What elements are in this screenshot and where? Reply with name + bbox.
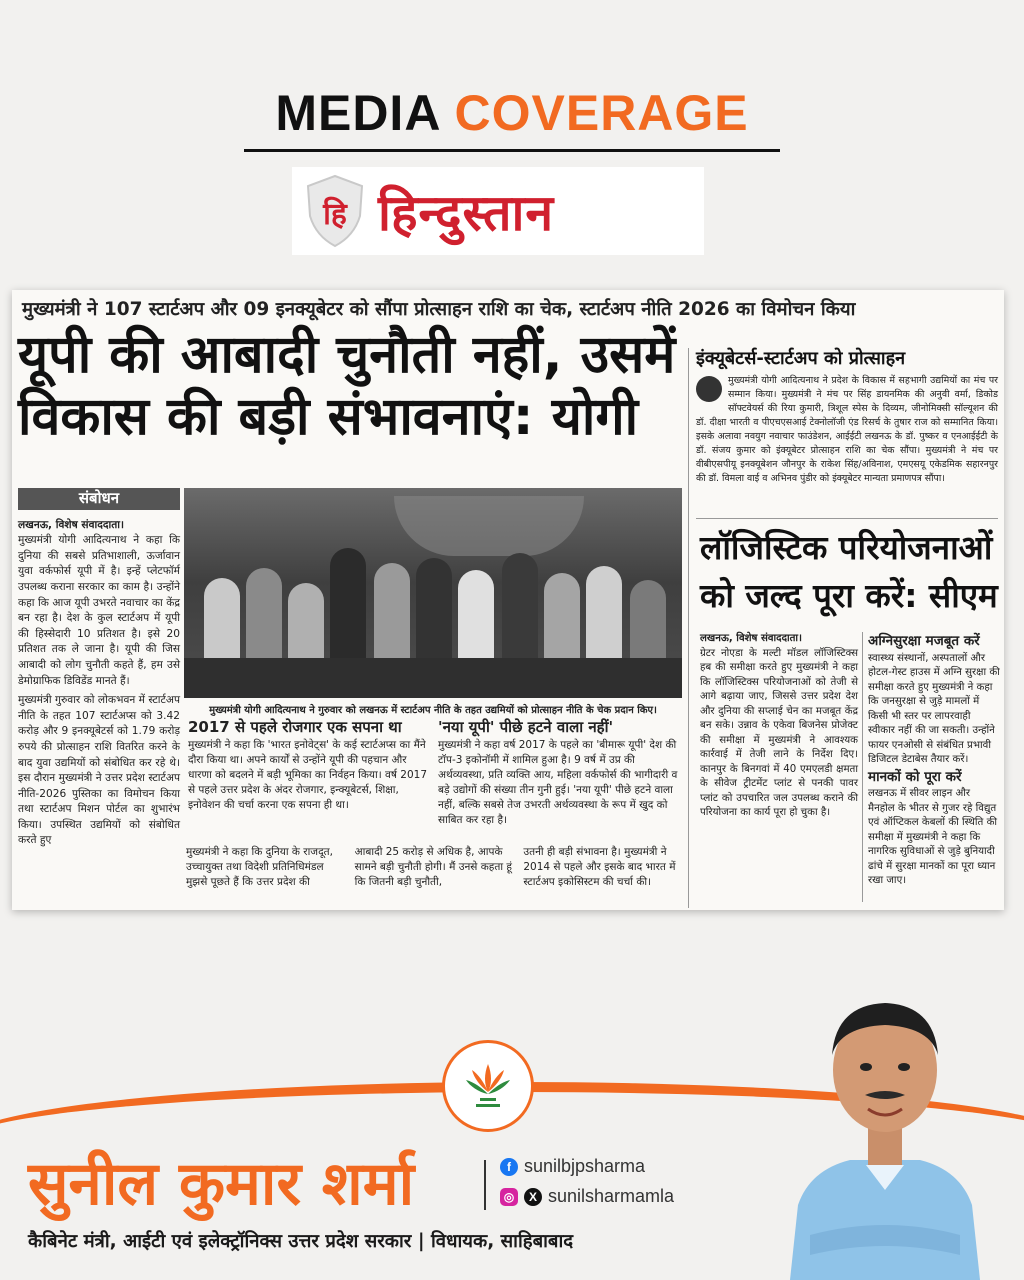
column-divider [862,632,863,902]
right-story-1-head: इंक्यूबेटर्स-स्टार्टअप को प्रोत्साहन [696,348,906,369]
x-icon: X [524,1188,542,1206]
article-kicker: मुख्यमंत्री ने 107 स्टार्टअप और 09 इनक्यूबेटर को सौंपा प्रोत्साहन राशि का चेक, स्टार्टअप नीति 2026 का विमोचन किया [22,299,856,320]
subsection-a-head: 2017 से पहले रोजगार एक सपना था [188,718,402,736]
section-tag: संबोधन [18,488,180,510]
lotus-icon [442,1040,534,1132]
instagram-icon: ◎ [500,1188,518,1206]
subsection-b-head: 'नया यूपी' पीछे हटने वाला नहीं' [438,718,614,736]
newspaper-logo [292,167,704,255]
event-photo [184,488,682,698]
title-word-coverage: COVERAGE [454,85,749,141]
standards-head: मानकों को पूरा करें [868,768,962,785]
instagram-x-label: sunilsharmamla [548,1186,675,1206]
right-story-2-byline: लखनऊ, विशेष संवाददाता। [700,633,802,644]
column-divider [688,348,689,908]
story-divider [696,518,998,519]
shield-icon [304,174,366,248]
bottom-columns [186,845,682,890]
facebook-icon: f [500,1158,518,1176]
portrait-photo [770,975,1000,1280]
gear-icon [696,376,722,402]
logo-letter: हि [323,197,347,232]
right-story-2-text: ग्रेटर नोएडा के मल्टी मॉडल लॉजिस्टिक्स हब की समीक्षा करते हुए मुख्यमंत्री ने कहा कि लॉजिस्टिक्स परियोजनाओं को तेजी से आगे बढ़ाया जाए, जिससे उत्तर प्रदेश देश और दुनिया की सप्लाई चेन का मजबूत केंद्र बन सके। उन्नाव के एकेवा बिजनेस प्रोजेक्ट की समीक्षा में मुख्यमंत्री ने आवश्यक कार्रवाई में तेजी लाने के निर्देश दिए। कानपुर के बिनगवां में 40 एमएलडी क्षमता के सीवेज ट्रीटमेंट प्लांट से पनकी पावर प्लांट को उपचारित जल उपलब्ध कराने की परियोजना का कार्य पूरा हो चुका है। [700,647,858,818]
right-story-2-side [868,632,1000,889]
right-story-1 [696,346,998,486]
right-story-2-head: लॉजिस्टिक परियोजनाओं को जल्द पूरा करें: सीएम [700,528,998,615]
right-story-2-body [700,632,858,821]
name-divider [484,1160,486,1210]
desk [184,658,682,698]
newspaper-name: हिन्दुस्तान [378,184,555,242]
right-story-1-body: मुख्यमंत्री योगी आदित्यनाथ ने प्रदेश के विकास में सहभागी उद्यमियों का मंच पर सम्मान किया। मुख्यमंत्री ने मंच पर सिंह डायनमिक की अनुवी वर्मा, डिकोड सॉफ्टवेयर्स की रिया कुमारी, त्रिशूल स्पेस के दिव्यम, जीनोमिक्सी सॉल्यूशन की डॉ. दीक्षा भारती व पीएचएसआई टेक्नोलॉजी एंड रिसर्च के तुषार राज को सम्मानित किया। इसके अलावा नवयुग नवाचार फाउंडेशन, आईईटी लखनऊ के डॉ. पुष्कर व एनआईईटी के डॉ. संजय कुमार को इंक्यूबेटर प्रोत्साहन राशि का चेक सौंपा। मुख्यमंत्री ने मंच पर वीबीएसपीयू इनक्यूबेशन जौनपुर के राकेश सिंह/अविनाश, एमएसयू एकेडमिक सहारनपुर की डॉ. विमला वाई व अभिनव पुंडीर को इंक्यूबेटर मान्यता प्रमाणपत्र सौंपा। [696,375,998,484]
instagram-x-handle[interactable] [500,1186,674,1207]
fire-safety-body: स्वास्थ्य संस्थानों, अस्पतालों और होटल-गेस्ट हाउस में अग्नि सुरक्षा की समीक्षा करते हुए मुख्यमंत्री ने कहा कि जनसुरक्षा से जुड़े मामलों में किसी भी स्तर पर लापरवाही स्वीकार नहीं की जा सकती। उन्होंने फायर एनओसी से संबंधित प्रभावी डिजिटल डेटाबेस तैयार करें। [868,652,1000,765]
bottom-column-1: मुख्यमंत्री ने कहा कि दुनिया के राजदूत, उच्चायुक्त तथा विदेशी प्रतिनिधिमंडल मुझसे पूछते हैं कि उत्तर प्रदेश की [186,846,334,888]
bottom-column-3: उतनी ही बड़ी संभावना है। मुख्यमंत्री ने 2014 से पहले और इसके बाद भारत में स्टार्टअप इकोसिस्टम की चर्चा की। [523,846,676,888]
subsection-a [188,720,428,813]
politician-name: सुनील कुमार शर्मा [28,1149,415,1219]
subsection-a-body: मुख्यमंत्री ने कहा कि 'भारत इनोवेट्स' के कई स्टार्टअप्स का मैंने दौरा किया था। अपने कार्यों से उन्होंने यूपी की पहचान और धारणा को बदलने में बड़ी भूमिका का निर्वहन किया। वर्ष 2017 से पहले उत्तर प्रदेश के अंदर रोजगार, इन्क्यूबेटर्स, शिक्षा, इनोवेशन की चर्चा करना एक सपना ही था। [188,739,428,811]
emblem-shape [394,496,584,556]
designation-tagline: कैबिनेट मंत्री, आईटी एवं इलेक्ट्रॉनिक्स उत्तर प्रदेश सरकार | विधायक, साहिबाबाद [28,1231,574,1252]
left-body-2: मुख्यमंत्री गुरुवार को लोकभवन में स्टार्टअप नीति के तहत 107 स्टार्टअप्स को 3.42 करोड़ और 9 इनक्यूबेटर्स को 1.79 करोड़ रुपये की प्रोत्साहन राशि वितरित करने के बाद युवा उद्यमियों को संबोधित कर रहे थे। इस दौरान मुख्यमंत्री ने उत्तर प्रदेश स्टार्टअप नीति-2026 पुस्तिका का विमोचन किया तथा स्टार्टअप मिशन पोर्टल का शुभारंभ किया। उपस्थित उद्यमियों को संबोधित करते हुए [18,694,180,847]
fire-safety-head: अग्निसुरक्षा मजबूत करें [868,633,980,649]
subsection-b [438,720,682,828]
title-underline [244,149,780,152]
byline: लखनऊ, विशेष संवाददाता। [18,518,124,531]
subsection-b-body: मुख्यमंत्री ने कहा वर्ष 2017 के पहले का 'बीमारू यूपी' देश की टॉप-3 इकोनॉमी में शामिल हुआ है। 9 वर्ष में उप्र की अर्थव्यवस्था, प्रति व्यक्ति आय, महिला वर्कफोर्स की भागीदारी व बड़े उद्योगों की संख्या तीन गुनी हुई। 'नया यूपी' पीछे हटने वाला नहीं, बल्कि सबसे तेज उभरती अर्थव्यवस्था के रूप में खुद को साबित कर रहा है। [438,739,678,826]
photo-caption: मुख्यमंत्री योगी आदित्यनाथ ने गुरुवार को लखनऊ में स्टार्टअप नीति के तहत उद्यमियों को प्रोत्साहन नीति के चेक प्रदान किए। [209,705,657,716]
article-headline: यूपी की आबादी चुनौती नहीं, उसमें विकास की बड़ी संभावनाएं: योगी [18,325,676,447]
standards-body: लखनऊ में सीवर लाइन और मैनहोल के भीतर से गुजर रहे विद्युत एवं ऑप्टिकल केबलों की स्थिति की समीक्षा में मुख्यमंत्री ने कहा कि नागरिक सुविधाओं से जुड़े बुनियादी ढांचे में सुरक्षा मानकों का पूरा ध्यान रखा जाए। [868,788,998,886]
facebook-label: sunilbjpsharma [524,1156,646,1176]
facebook-handle[interactable] [500,1156,645,1177]
left-body: मुख्यमंत्री योगी आदित्यनाथ ने कहा कि दुनिया की सबसे प्रतिभाशाली, ऊर्जावान युवा वर्कफोर्स यूपी में है। इन्हें प्लेटफॉर्म उपलब्ध कराना सरकार का काम है। उन्होंने कहा कि आज यूपी उभरते नवाचार का केंद्र बन रहा है। देश के कुल स्टार्टअप में यूपी की हिस्सेदारी 10 प्रतिशत है। इसे 20 प्रतिशत तक ले जाना है। यूपी की जिस आबादी को लोग चुनौती कहते हैं, हम उसे डेमोग्राफिक डिविडेंड मानते हैं। [18,534,180,687]
media-coverage-title [0,84,1024,142]
newspaper-clipping [12,290,1004,910]
left-column [18,488,180,849]
title-word-media: MEDIA [275,85,440,141]
bottom-column-2: आबादी 25 करोड़ से अधिक है, आपके सामने बड़ी चुनौती होगी। मैं उनसे कहता हूं कि जितनी बड़ी चुनौती, [354,846,512,888]
